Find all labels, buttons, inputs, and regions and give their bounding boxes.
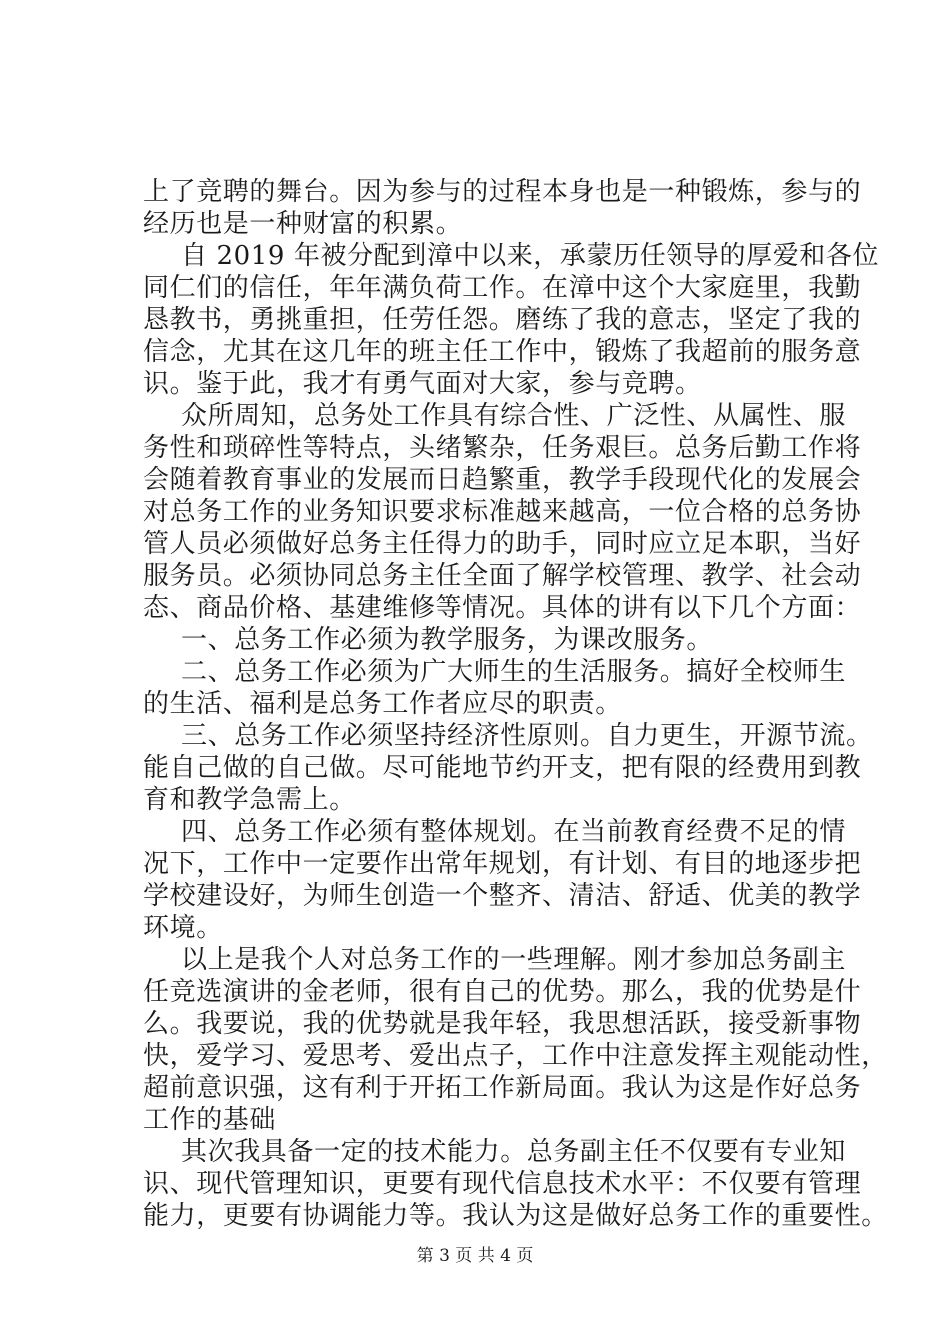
text-line: 识、现代管理知识，更要有现代信息技术水平：不仅要有管理 bbox=[143, 1169, 862, 1199]
text-line: 学校建设好，为师生创造一个整齐、清洁、舒适、优美的教学 bbox=[143, 881, 862, 911]
text-line: 对总务工作的业务知识要求标准越来越高，一位合格的总务协 bbox=[143, 497, 862, 527]
text-line: 快，爱学习、爱思考、爱出点子，工作中注意发挥主观能动性， bbox=[143, 1041, 888, 1071]
document-body bbox=[143, 176, 888, 1232]
text-line: 的生活、福利是总务工作者应尽的职责。 bbox=[143, 689, 622, 719]
text-line: 三、总务工作必须坚持经济性原则。自力更生，开源节流。 bbox=[181, 721, 873, 751]
text-line: 能力，更要有协调能力等。我认为这是做好总务工作的重要性。 bbox=[143, 1201, 888, 1231]
text-line: 众所周知，总务处工作具有综合性、广泛性、从属性、服 bbox=[181, 401, 847, 431]
text-line: 环境。 bbox=[143, 913, 223, 943]
text-line: 四、总务工作必须有整体规划。在当前教育经费不足的情 bbox=[181, 817, 847, 847]
text-line: 经历也是一种财富的积累。 bbox=[143, 209, 463, 239]
text-line: 超前意识强，这有利于开拓工作新局面。我认为这是作好总务 bbox=[143, 1073, 862, 1103]
text-line: 么。我要说，我的优势就是我年轻，我思想活跃，接受新事物 bbox=[143, 1009, 862, 1039]
page-footer: 第 3 页 共 4 页 bbox=[416, 1246, 534, 1266]
text-line: 任竞选演讲的金老师，很有自己的优势。那么，我的优势是什 bbox=[143, 977, 862, 1007]
text-line: 同仁们的信任，年年满负荷工作。在漳中这个大家庭里，我勤 bbox=[143, 273, 862, 303]
text-line: 上了竞聘的舞台。因为参与的过程本身也是一种锻炼，参与的 bbox=[143, 177, 862, 207]
text-line: 以上是我个人对总务工作的一些理解。刚才参加总务副主 bbox=[181, 945, 847, 975]
text-line: 自 2019 年被分配到漳中以来，承蒙历任领导的厚爱和各位 bbox=[181, 241, 880, 271]
text-line: 信念，尤其在这几年的班主任工作中，锻炼了我超前的服务意 bbox=[143, 337, 862, 367]
text-line: 态、商品价格、基建维修等情况。具体的讲有以下几个方面： bbox=[143, 593, 862, 623]
text-line: 工作的基础 bbox=[143, 1105, 277, 1135]
text-line: 务性和琐碎性等特点，头绪繁杂，任务艰巨。总务后勤工作将 bbox=[143, 433, 862, 463]
text-line: 恳教书，勇挑重担，任劳任怨。磨练了我的意志，坚定了我的 bbox=[143, 305, 862, 335]
text-line: 能自己做的自己做。尽可能地节约开支，把有限的经费用到教 bbox=[143, 753, 862, 783]
text-line: 况下，工作中一定要作出常年规划，有计划、有目的地逐步把 bbox=[143, 849, 862, 879]
text-line: 服务员。必须协同总务主任全面了解学校管理、教学、社会动 bbox=[143, 561, 862, 591]
text-line: 二、总务工作必须为广大师生的生活服务。搞好全校师生 bbox=[181, 657, 847, 687]
text-line: 一、总务工作必须为教学服务，为课改服务。 bbox=[181, 625, 714, 655]
text-line: 会随着教育事业的发展而日趋繁重，教学手段现代化的发展会 bbox=[143, 465, 862, 495]
text-line: 育和教学急需上。 bbox=[143, 785, 356, 815]
text-line: 其次我具备一定的技术能力。总务副主任不仅要有专业知 bbox=[181, 1137, 847, 1167]
text-line: 识。鉴于此，我才有勇气面对大家，参与竞聘。 bbox=[143, 369, 702, 399]
text-line: 管人员必须做好总务主任得力的助手，同时应立足本职，当好 bbox=[143, 529, 862, 559]
